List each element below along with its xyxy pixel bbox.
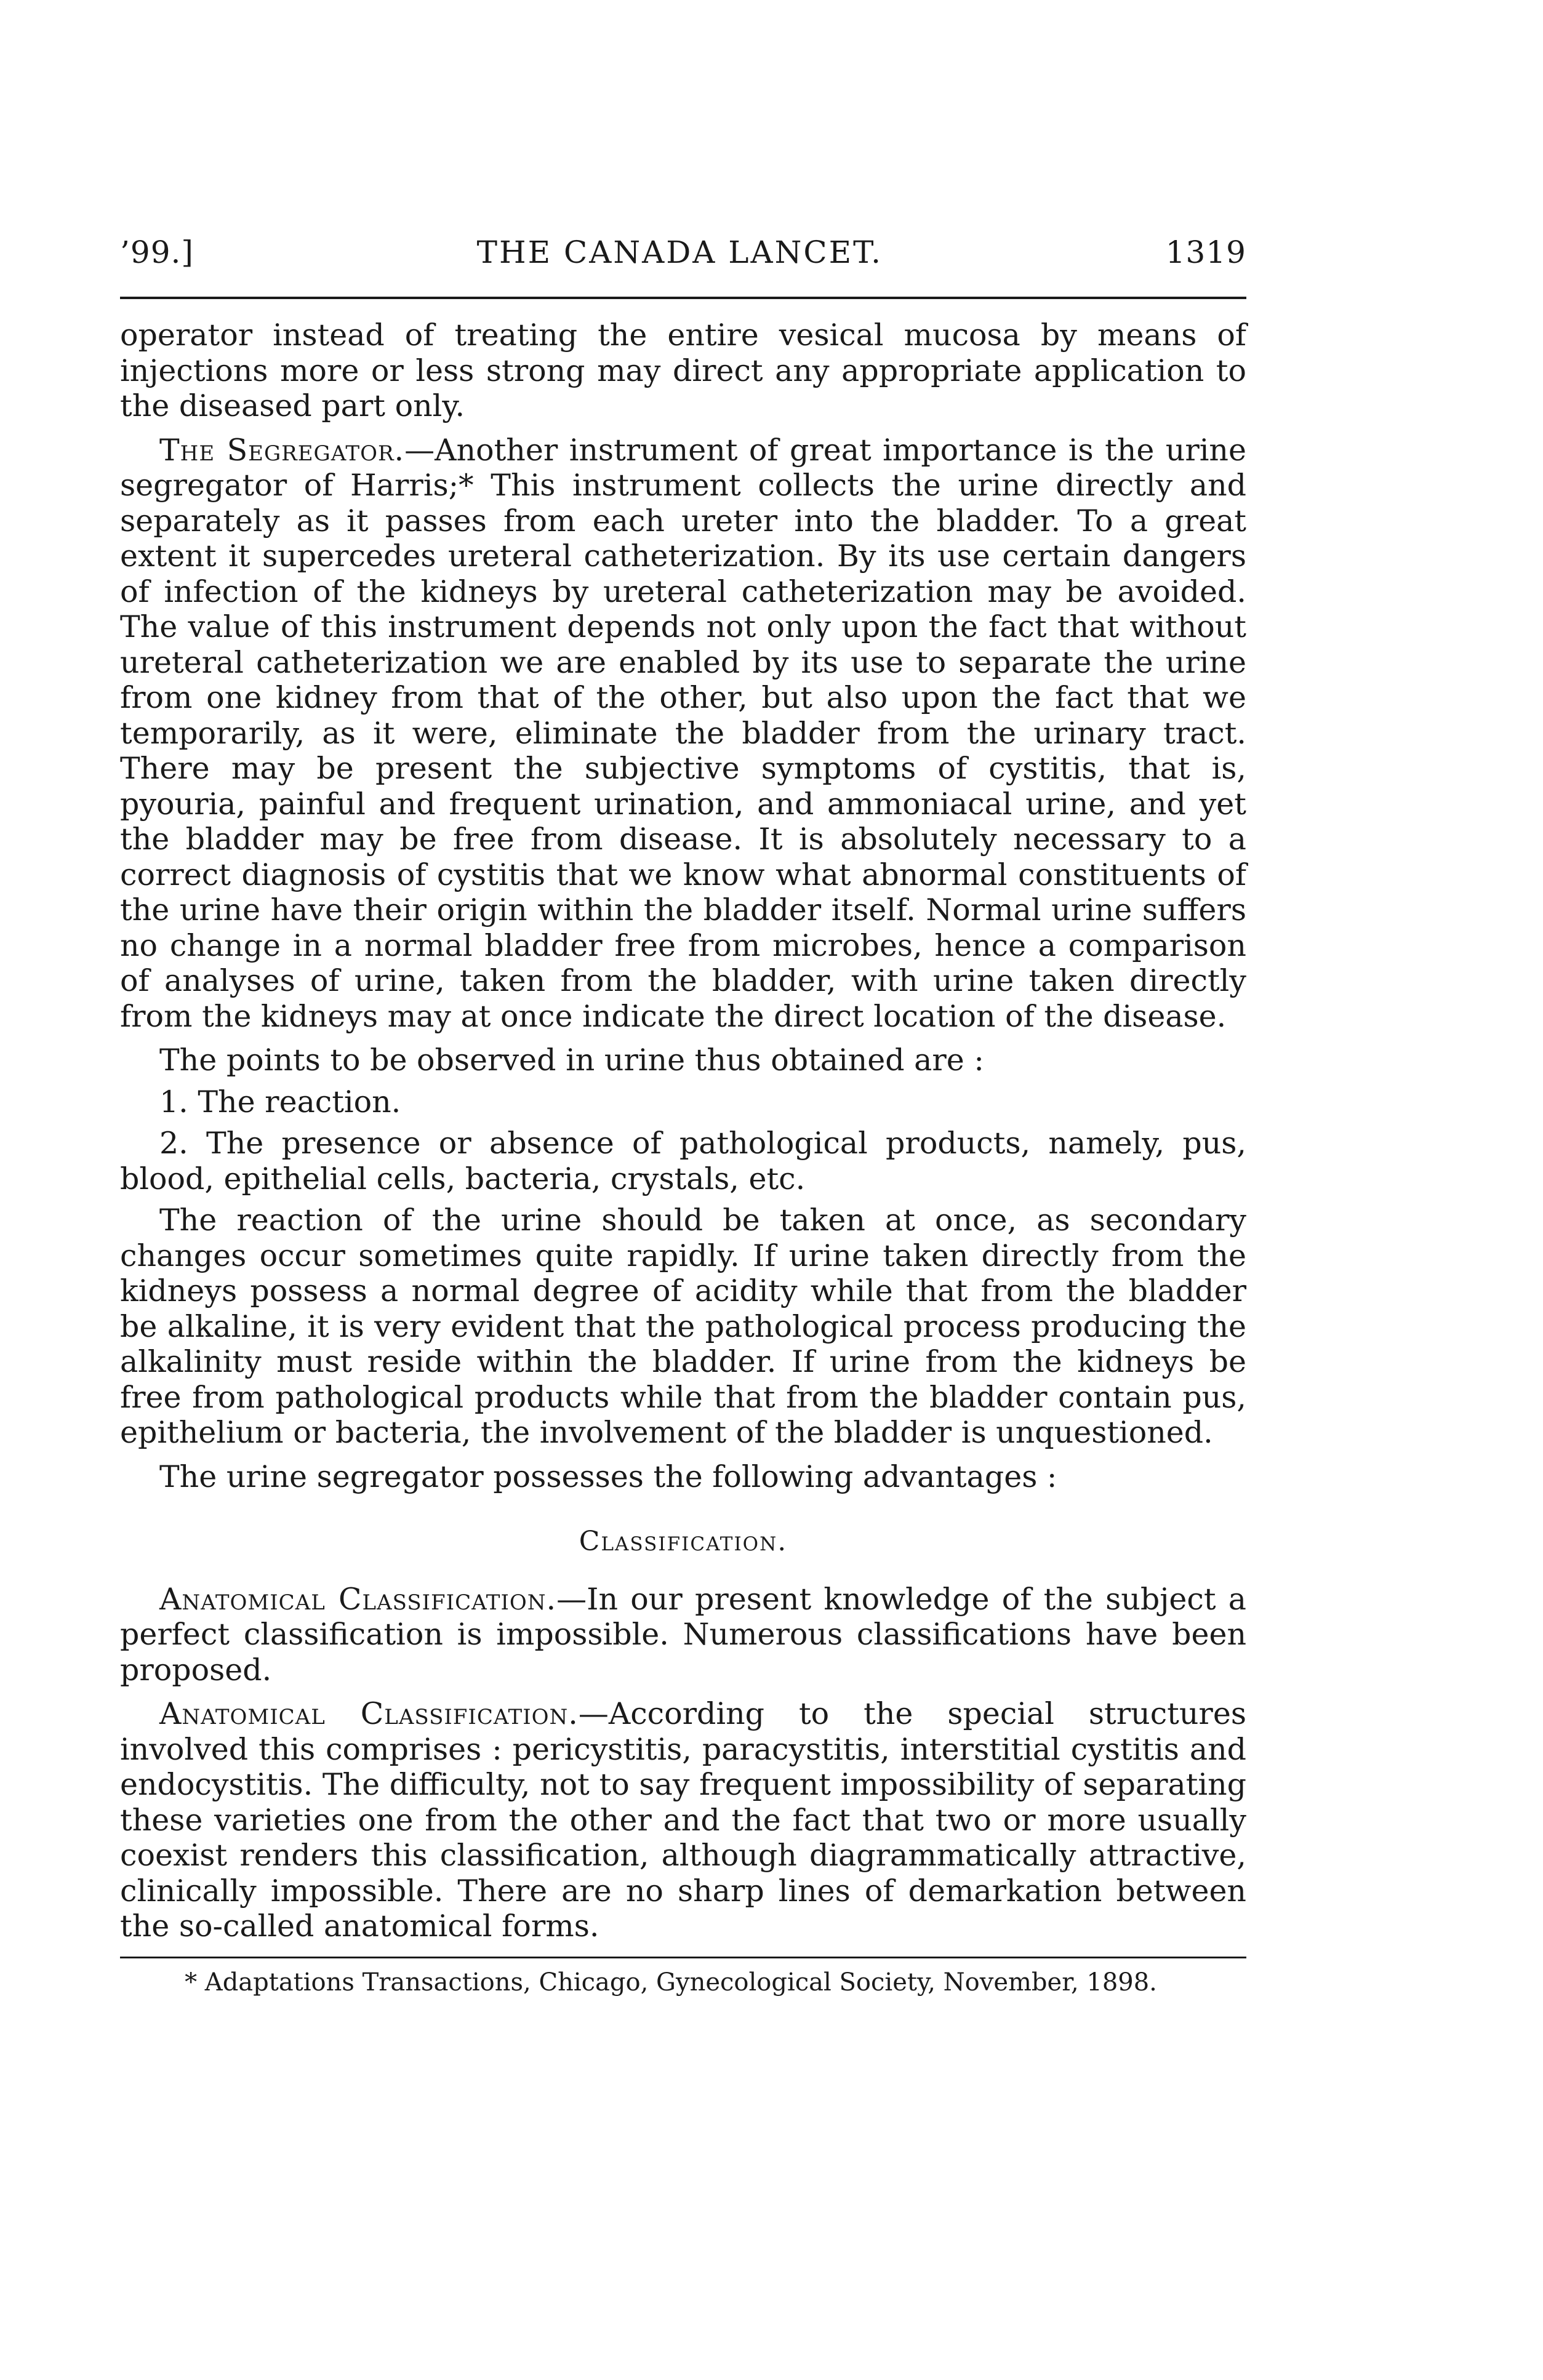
paragraph-text-segregator: —Another instrument of great importance is the urine segregator of Harris;* This instrument collects the urine directly and separately as it passes from each ureter into the bladder. To a great extent it supercedes ureteral catheterization. By its use certain dangers of infection of the kidneys by ureteral catheterization may be avoided. The value of this instrument depends not only upon the fact that without ureteral catheterization we are enabled by its use to separate the urine from one kidney from that of the other, but also upon the fact that we temporarily, as it were, eliminate the bladder from the urinary tract. There may be present the subjective symptoms of cystitis, that is, pyouria, painful and frequent urination, and ammoniacal urine, and yet the bladder may be free from disease. It is absolutely necessary to a correct diagnosis of cystitis that we know what abnormal constituents of the urine have their origin within the bladder itself. Normal urine suffers no change in a normal bladder free from microbes, hence a comparison of analyses of urine, taken from the bladder, with urine taken directly from the kidneys may at once indicate the direct location of the disease.	[120, 432, 1246, 1034]
article-body	[120, 318, 1246, 1944]
header-rule	[120, 297, 1246, 299]
paragraph-lead-anatomical-1: Anatomical Classification.	[159, 1581, 557, 1617]
paragraph-anatomical-2	[120, 1696, 1246, 1944]
footnote: * Adaptations Transactions, Chicago, Gynecological Society, November, 1898.	[185, 1968, 1157, 1997]
paragraph-anatomical-1	[120, 1582, 1246, 1688]
paragraph-advantages: The urine segregator possesses the following advantages :	[159, 1459, 1057, 1494]
section-heading-classification: Classification.	[579, 1526, 788, 1557]
paragraph-continuation: operator instead of treating the entire vesical mucosa by means of injections more or less strong may direct any appropriate application to the diseased part only.	[120, 318, 1246, 423]
list-item-products: 2. The presence or absence of pathological products, namely, pus, blood, epithelial cells, bacteria, crystals, etc.	[120, 1126, 1246, 1196]
journal-title: THE CANADA LANCET.	[476, 234, 883, 270]
volume-year: ’99.]	[120, 234, 194, 270]
paragraph-lead-anatomical-2: Anatomical Classification.	[159, 1696, 579, 1731]
list-item-reaction: 1. The reaction.	[159, 1084, 401, 1120]
paragraph-text-anatomical-1: —In our present knowledge of the subject a perfect classification is impossible. Numerous classifications have been proposed.	[120, 1581, 1246, 1688]
paragraph-segregator	[120, 433, 1246, 1035]
paragraph-lead-segregator: The Segregator.	[159, 432, 405, 468]
paragraph-points: The points to be observed in urine thus obtained are :	[159, 1043, 984, 1078]
footnote-rule	[120, 1957, 1246, 1958]
running-head	[120, 234, 1246, 271]
paragraph-reaction: The reaction of the urine should be taken at once, as secondary changes occur sometimes quite rapidly. If urine taken directly from the kidneys possess a normal degree of acidity while that from the bladder be alkaline, it is very evident that the pathological process producing the alkalinity must reside within the bladder. If urine from the kidneys be free from pathological products while that from the bladder contain pus, epithelium or bacteria, the involvement of the bladder is unquestioned.	[120, 1203, 1246, 1450]
page-number: 1319	[1165, 234, 1246, 270]
journal-page	[120, 234, 1246, 1998]
paragraph-text-anatomical-2: —According to the special structures involved this comprises : pericystitis, paracystitis, interstitial cystitis and endocystitis. The difficulty, not to say frequent impossibility of separating these varieties one from the other and the fact that two or more usually coexist renders this classification, although diagrammatically attractive, clinically impossible. There are no sharp lines of demarkation between the so-called anatomical forms.	[120, 1696, 1246, 1944]
